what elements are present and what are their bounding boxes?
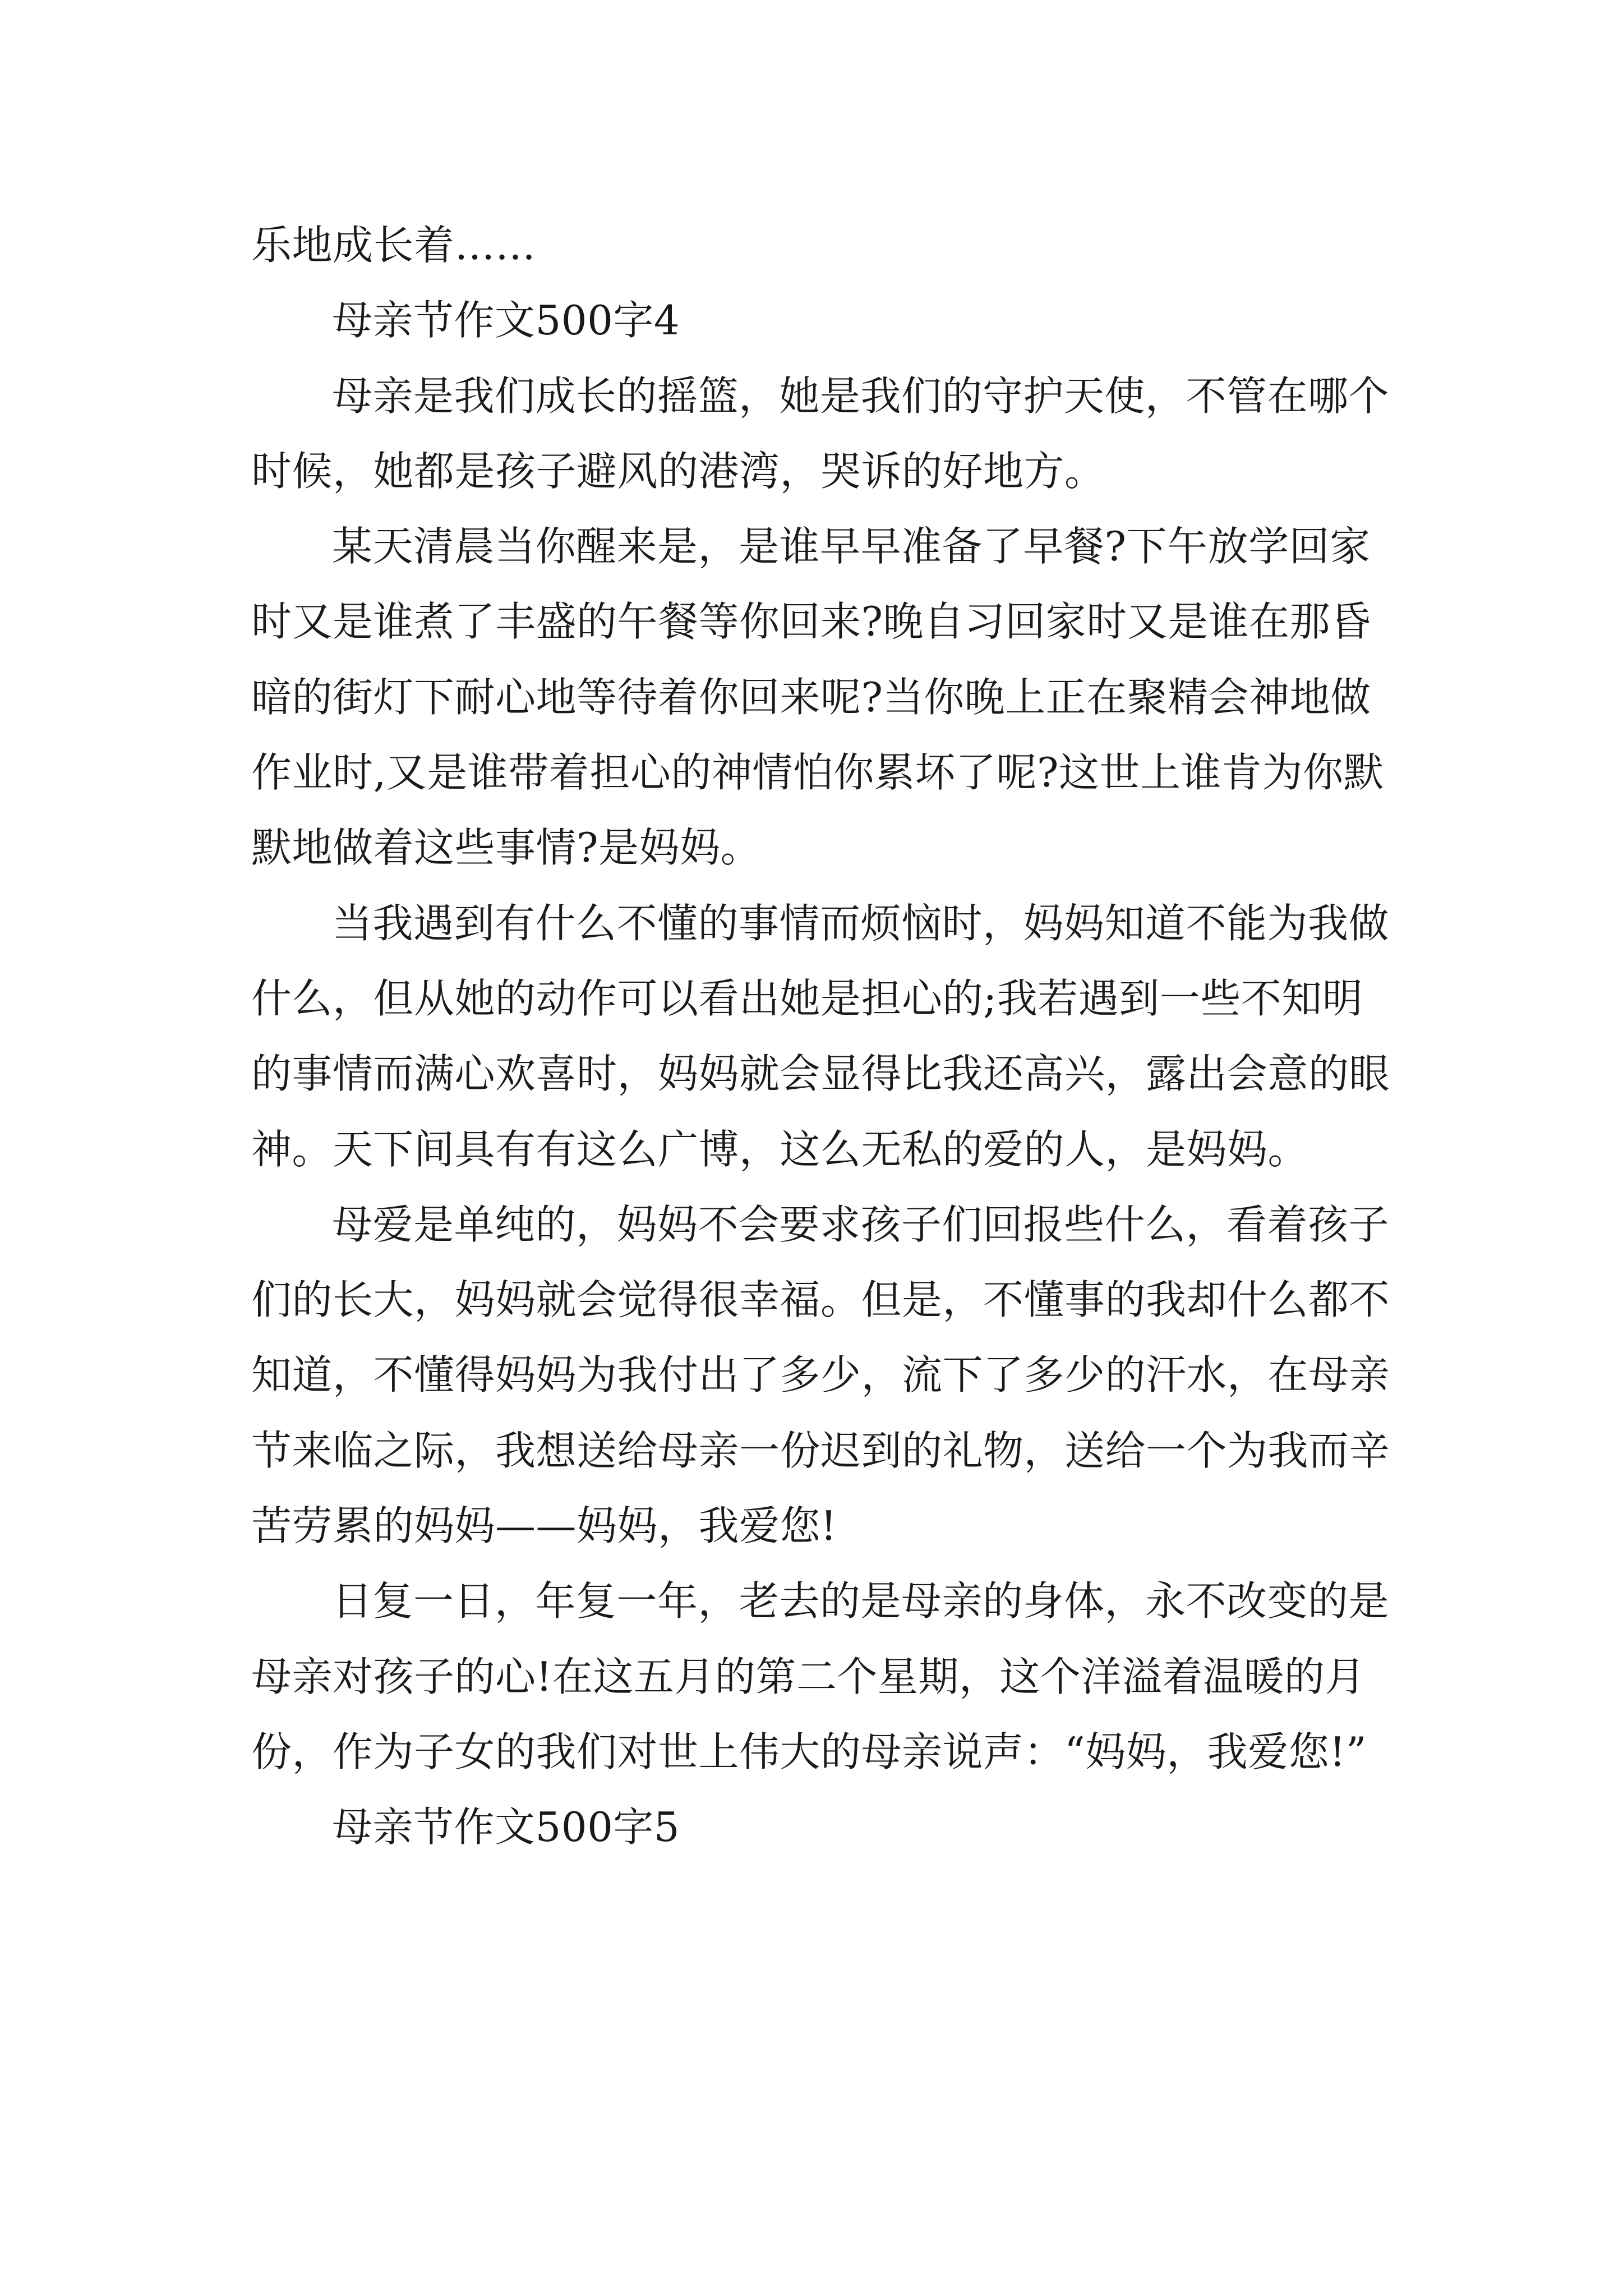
- paragraph: 母爱是单纯的，妈妈不会要求孩子们回报些什么，看着孩子们的长大，妈妈就会觉得很幸福。但是，不懂事的我却什么都不知道，不懂得妈妈为我付出了多少，流下了多少的汗水，在母亲节来临之际，我想送给母亲一份迟到的礼物，送给一个为我而辛苦劳累的妈妈——妈妈，我爱您!: [251, 1200, 1390, 1550]
- section-heading-5: 母亲节作文500字5: [332, 1803, 680, 1851]
- article-body: [251, 208, 1395, 1865]
- paragraph: 母亲是我们成长的摇篮，她是我们的守护天使，不管在哪个时候，她都是孩子避风的港湾，哭诉的好地方。: [251, 372, 1390, 495]
- section-heading-4: 母亲节作文500字4: [332, 297, 680, 344]
- paragraph: 某天清晨当你醒来是，是谁早早准备了早餐?下午放学回家时又是谁煮了丰盛的午餐等你回来?晚自习回家时又是谁在那昏暗的街灯下耐心地等待着你回来呢?当你晚上正在聚精会神地做作业时,又是谁带着担心的神情怕你累坏了呢?这世上谁肯为你默默地做着这些事情?是妈妈。: [251, 523, 1384, 872]
- continuation-line: 乐地成长着……: [251, 222, 536, 269]
- paragraph: 日复一日，年复一年，老去的是母亲的身体，永不改变的是母亲对孩子的心!在这五月的第二个星期，这个洋溢着温暖的月份，作为子女的我们对世上伟大的母亲说声：“妈妈，我爱您!”: [251, 1577, 1390, 1775]
- paragraph: 当我遇到有什么不懂的事情而烦恼时，妈妈知道不能为我做什么，但从她的动作可以看出她是担心的;我若遇到一些不知明的事情而满心欢喜时，妈妈就会显得比我还高兴，露出会意的眼神。天下间具有有这么广博，这么无私的爱的人，是妈妈。: [251, 899, 1390, 1173]
